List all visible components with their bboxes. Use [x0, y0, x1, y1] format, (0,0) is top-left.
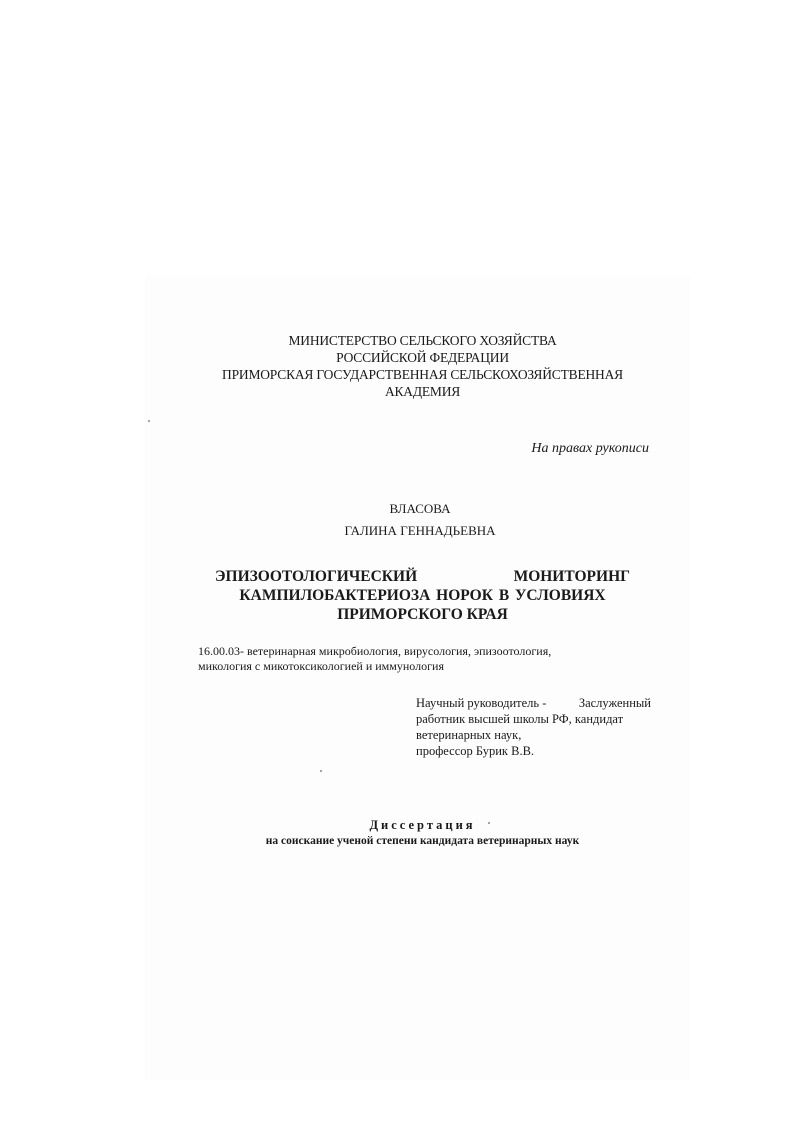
title-line-3: ПРИМОРСКОГО КРАЯ — [337, 606, 508, 623]
scan-speck — [320, 770, 322, 772]
ministry-header — [200, 332, 645, 400]
specialty-line: микология с микотоксикологией и иммунология — [198, 659, 444, 673]
header-line: МИНИСТЕРСТВО СЕЛЬСКОГО ХОЗЯЙСТВА — [288, 333, 557, 348]
supervisor-line: ветеринарных наук, — [416, 728, 522, 742]
specialty-code — [198, 644, 598, 674]
title-line-1 — [215, 567, 630, 586]
supervisor-line-1 — [416, 695, 651, 711]
supervisor-name: профессор Бурик В.В. — [416, 744, 535, 758]
supervisor-label: Научный руководитель - — [416, 696, 547, 710]
title-line-2: КАМПИЛОБАКТЕРИОЗА НОРОК В УСЛОВИЯХ — [239, 587, 606, 604]
scan-speck — [148, 420, 150, 422]
degree-subtitle: на соискание ученой степени кандидата ветеринарных наук — [265, 835, 580, 847]
title-word-left: ЭПИЗООТОЛОГИЧЕСКИЙ — [215, 568, 418, 585]
header-line: АКАДЕМИЯ — [384, 384, 461, 399]
supervisor-title: Заслуженный — [578, 696, 651, 710]
author-name: ГАЛИНА ГЕННАДЬЕВНА — [344, 523, 496, 538]
supervisor-block — [416, 695, 651, 759]
header-line: ПРИМОРСКАЯ ГОСУДАРСТВЕННАЯ СЕЛЬСКОХОЗЯЙСТВЕННАЯ — [222, 367, 623, 382]
dissertation-heading: Диссертация — [369, 818, 476, 832]
header-line: РОССИЙСКОЙ ФЕДЕРАЦИИ — [336, 350, 509, 365]
supervisor-line: работник высшей школы РФ, кандидат — [416, 712, 624, 726]
specialty-line: 16.00.03- ветеринарная микробиология, вирусология, эпизоотология, — [198, 644, 552, 658]
manuscript-note: На правах рукописи — [531, 441, 649, 456]
title-word-right: МОНИТОРИНГ — [513, 568, 630, 585]
dissertation-title — [215, 567, 630, 624]
author-surname: ВЛАСОВА — [389, 501, 451, 516]
